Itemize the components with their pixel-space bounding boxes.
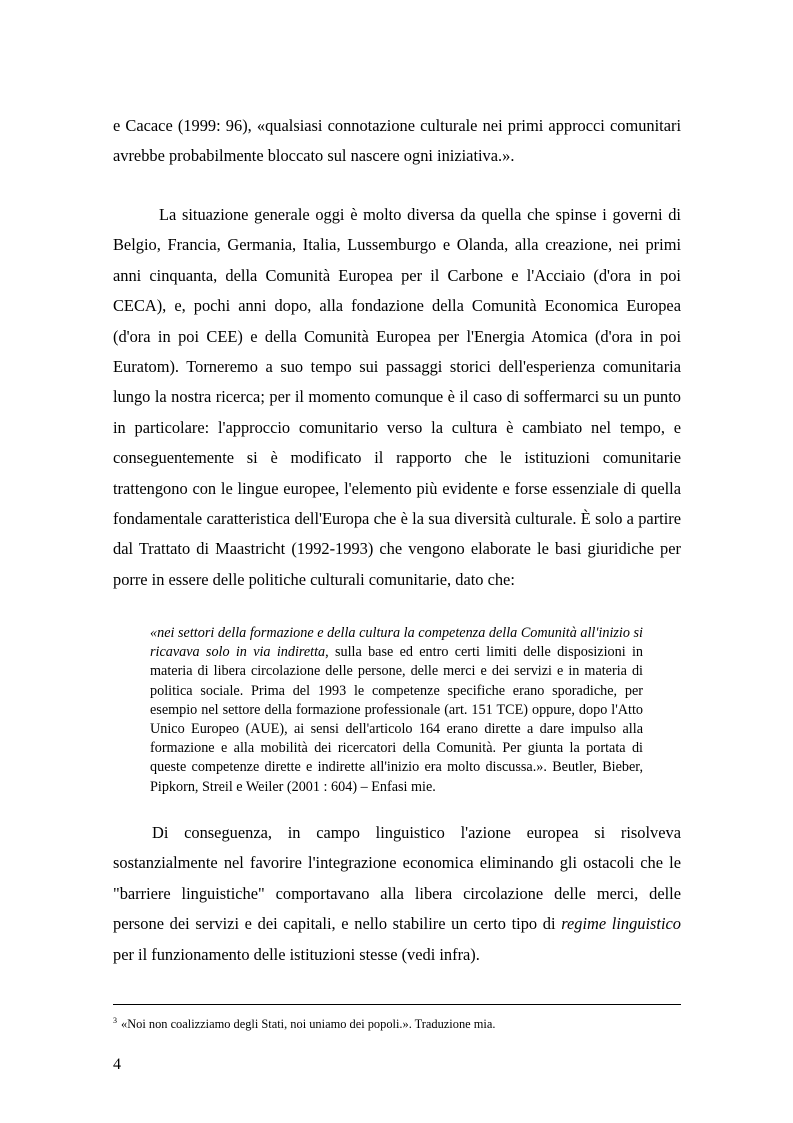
paragraph-continuation: e Cacace (1999: 96), «qualsiasi connotazione culturale nei primi approcci comunitari avrebbe probabilmente bloccato sul nascere ogni iniziativa.». <box>113 116 681 166</box>
paragraph-conclusion <box>113 818 681 970</box>
footnote <box>113 1013 681 1032</box>
paragraph-main: La situazione generale oggi è molto diversa da quella che spinse i governi di Belgio, Francia, Germania, Italia, Lussemburgo e Olanda, alla creazione, nei primi anni cinquanta, della Comunità Europea per il Carbone e l'Acciaio (d'ora in poi CECA), e, pochi anni dopo, alla fondazione della Comunità Economica Europea (d'ora in poi CEE) e della Comunità Europea per l'Energia Atomica (d'ora in poi Euratom). Torneremo a suo tempo sui passaggi storici dell'esperienza comunitaria lungo la nostra ricerca; per il momento comunque è il caso di soffermarci su un punto in particolare: l'approccio comunitario verso la cultura è cambiato nel tempo, e conseguentemente si è modificato il rapporto che le istituzioni comunitarie trattengono con le lingue europee, l'elemento più evidente e forse essenziale di quella fondamentale caratteristica dell'Europa che è la sua diversità culturale. È solo a partire dal Trattato di Maastricht (1992-1993) che vengono elaborate le basi giuridiche per porre in essere delle politiche culturali comunitarie, dato che: <box>113 205 681 589</box>
regime-linguistico-term: regime linguistico <box>561 914 681 934</box>
paragraph-conclusion-text: Di conseguenza, in campo linguistico l'azione europea si risolveva sostanzialmente nel favorire l'integrazione economica eliminando gli ostacoli che le "barriere linguistiche" comportavano alla libera circolazione delle merci, delle persone dei servizi e dei capitali, e nello stabilire un certo tipo di <box>113 823 681 934</box>
quote-rest: , sulla base ed entro certi limiti delle disposizioni in materia di libera circolazione delle persone, delle merci e dei servizi e in materia di politica sociale. Prima del 1993 le competenze specifiche erano sporadiche, per esempio nel settore della formazione professionale (art. 151 TCE) oppure, dopo l'Atto Unico Europeo (AUE), ai sensi dell'articolo 164 erano dirette a dare impulso alla formazione e alla mobilità dei ricercatori della Comunità. Per giunta la portata di queste competenze dirette e indirette all'inizio era molto discussa.». Beutler, Bieber, Pipkorn, Streil e Weiler (2001 : 604) – Enfasi mie. <box>150 644 643 795</box>
quote-italic-part: «nei settori della formazione e della cultura la competenza della Comunità all'inizio si ricavava solo in via indiretta <box>150 625 643 661</box>
footnote-number: 3 <box>113 1016 117 1025</box>
paragraph-conclusion-end: per il funzionamento delle istituzioni stesse (vedi infra). <box>113 944 480 964</box>
footnote-text: «Noi non coalizziamo degli Stati, noi uniamo dei popoli.». Traduzione mia. <box>121 1017 496 1031</box>
page-number: 4 <box>113 1056 121 1073</box>
block-quote <box>150 624 643 797</box>
footnote-divider <box>113 1004 681 1005</box>
